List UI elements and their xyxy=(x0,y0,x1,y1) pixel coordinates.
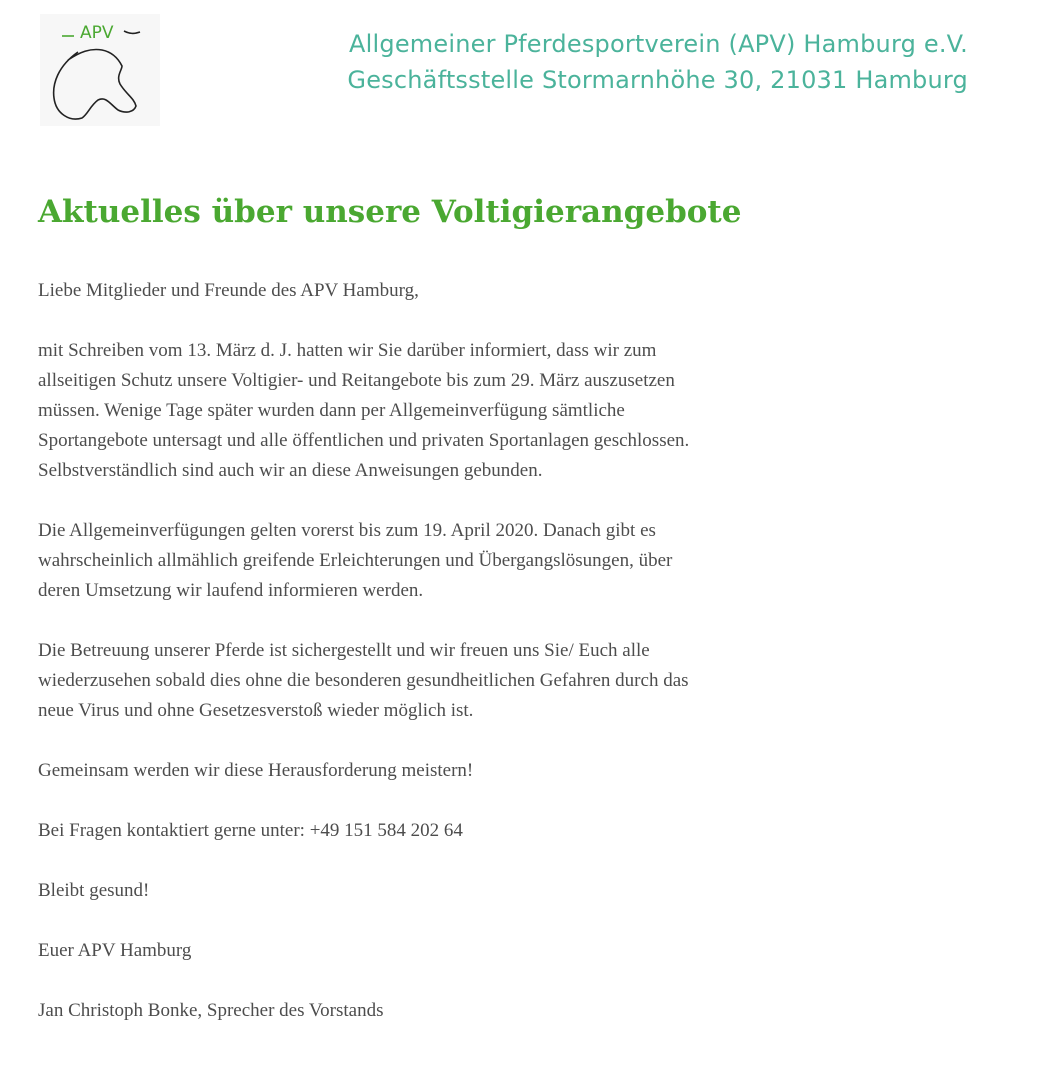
paragraph-3-line: wiederzusehen sobald dies ohne die besonderen gesundheitlichen Gefahren durch das xyxy=(38,670,689,691)
paragraph-3 xyxy=(38,636,978,726)
club-address: Geschäftsstelle Stormarnhöhe 30, 21031 Hamburg xyxy=(347,66,968,94)
club-name: Allgemeiner Pferdesportverein (APV) Hamburg e.V. xyxy=(349,30,968,58)
greeting: Liebe Mitglieder und Freunde des APV Hamburg, xyxy=(38,280,419,301)
paragraph-1-line: Selbstverständlich sind auch wir an diese Anweisungen gebunden. xyxy=(38,460,543,481)
horse-head-icon xyxy=(40,14,160,126)
letter-body xyxy=(38,276,978,1056)
paragraph-3-line: Die Betreuung unserer Pferde ist sichergestellt und wir freuen uns Sie/ Euch alle xyxy=(38,640,650,661)
paragraph-1-line: mit Schreiben vom 13. März d. J. hatten wir Sie darüber informiert, dass wir zum xyxy=(38,340,657,361)
paragraph-2-line: wahrscheinlich allmählich greifende Erleichterungen und Übergangslösungen, über xyxy=(38,550,673,571)
paragraph-4: Gemeinsam werden wir diese Herausforderung meistern! xyxy=(38,760,474,781)
page-title: Aktuelles über unsere Voltigierangebote xyxy=(38,194,742,230)
contact-line: Bei Fragen kontaktiert gerne unter: +49 151 584 202 64 xyxy=(38,820,463,841)
paragraph-1-line: allseitigen Schutz unsere Voltigier- und Reitangebote bis zum 29. März auszusetzen xyxy=(38,370,675,391)
sign-off: Euer APV Hamburg xyxy=(38,940,192,961)
paragraph-1-line: Sportangebote untersagt und alle öffentlichen und privaten Sportanlagen geschlossen. xyxy=(38,430,690,451)
paragraph-2-line: deren Umsetzung wir laufend informieren werden. xyxy=(38,580,424,601)
paragraph-2 xyxy=(38,516,978,606)
paragraph-3-line: neue Virus und ohne Gesetzesverstoß wieder möglich ist. xyxy=(38,700,474,721)
signature: Jan Christoph Bonke, Sprecher des Vorstands xyxy=(38,1000,384,1021)
apv-logo xyxy=(40,14,160,126)
paragraph-1 xyxy=(38,336,978,486)
logo-text: APV xyxy=(80,23,114,43)
paragraph-2-line: Die Allgemeinverfügungen gelten vorerst bis zum 19. April 2020. Danach gibt es xyxy=(38,520,656,541)
club-header xyxy=(347,26,968,98)
closing-wish: Bleibt gesund! xyxy=(38,880,150,901)
paragraph-1-line: müssen. Wenige Tage später wurden dann per Allgemeinverfügung sämtliche xyxy=(38,400,625,421)
